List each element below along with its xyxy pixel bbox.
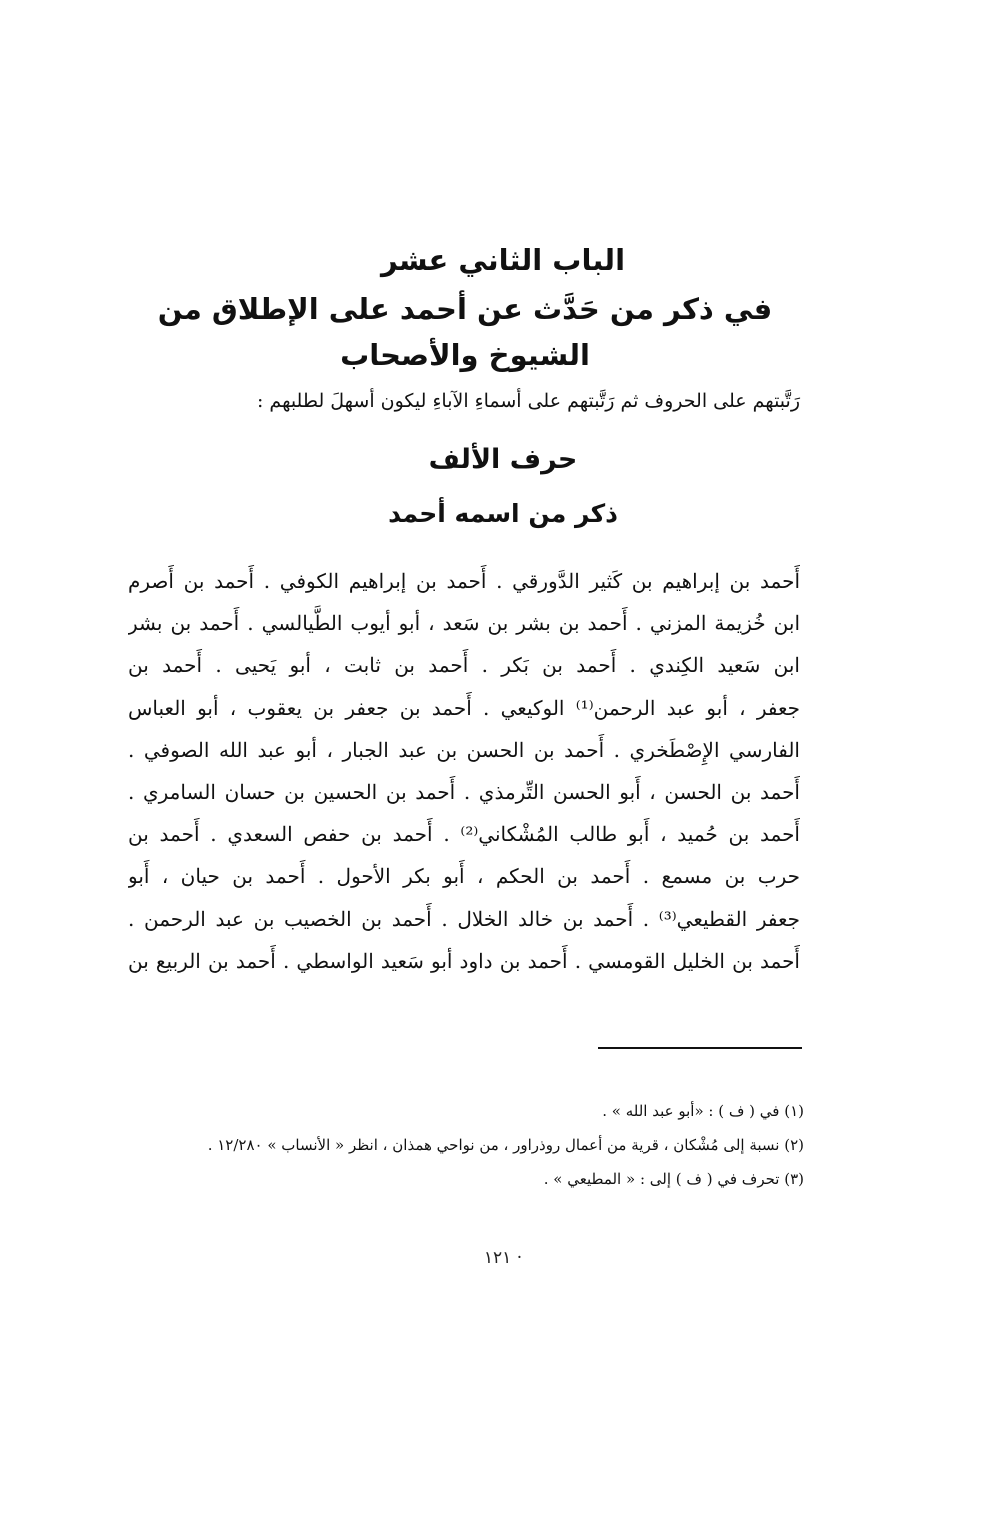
footnotes [140,1094,804,1196]
body-line: ابن سَعيد الكِندي . أَحمد بن بَكر . أَحمد بن ثابت ، أبو يَحيى . أَحمد بن [128,653,800,678]
body-line: حرب بن مسمع . أَحمد بن الحكم ، أَبو بكر الأحول . أَحمد بن حيان ، أَبو [128,864,800,889]
body-line: أَحمد بن إبراهيم بن كَثير الدَّورقي . أَحمد بن إبراهيم الكوفي . أَحمد بن أَصرم [128,569,800,593]
body-text [128,560,800,982]
body-line: أَحمد بن الحسن ، أَبو الحسن التِّرمذي . أَحمد بن الحسين بن حسان السامري . [128,779,800,804]
body-line: الفارسي الإِصْطَخري . أَحمد بن الحسن بن عبد الجبار ، أبو عبد الله الصوفي . [128,737,800,762]
footnote-separator [598,1047,802,1049]
body-line: جعفر القطيعي⁽³⁾ . أَحمد بن خالد الخلال . أَحمد بن الخصيب بن عبد الرحمن . [128,906,800,931]
body-line: جعفر ، أبو عبد الرحمن⁽¹⁾ الوكيعي . أَحمد بن جعفر بن يعقوب ، أبو العباس [128,695,800,720]
footnote-1: (١) في ( ف ) : «أبو عبد الله » . [602,1102,804,1120]
chapter-subtitle: في ذكر من حَدَّث عن أحمد على الإطلاق من الشيوخ والأصحاب [157,292,773,372]
footnote-2: (٢) نسبة إلى مُشْكان ، قرية من أعمال روذراور ، من نواحي همذان ، انظر « الأنساب » ١٢/٢٨٠ . [207,1136,804,1154]
footnote-3: (٣) تحرف في ( ف ) إلى : « المطيعي » . [543,1170,804,1188]
body-line: أَحمد بن حُميد ، أَبو طالب المُشْكاني⁽²⁾ . أَحمد بن حفص السعدي . أَحمد بن [128,822,800,847]
sub-heading: ذكر من اسمه أحمد [388,499,618,528]
body-line: أَحمد بن الخليل القومسي . أَحمد بن داود أبو سَعيد الواسطي . أَحمد بن الربيع بن [128,948,800,973]
page-number: · ١٢١ [483,1248,523,1268]
body-line: ابن خُزيمة المزني . أَحمد بن بشر بن سَعد ، أبو أيوب الطَّيالسي . أَحمد بن بشر [128,611,800,636]
intro-text: رَتَّبتهم على الحروف ثم رَتَّبتهم على أسماءِ الآباءِ ليكون أسهلَ لطلبهم : [256,390,800,412]
chapter-title: الباب الثاني عشر [380,243,626,277]
section-heading: حرف الألف [428,444,578,475]
